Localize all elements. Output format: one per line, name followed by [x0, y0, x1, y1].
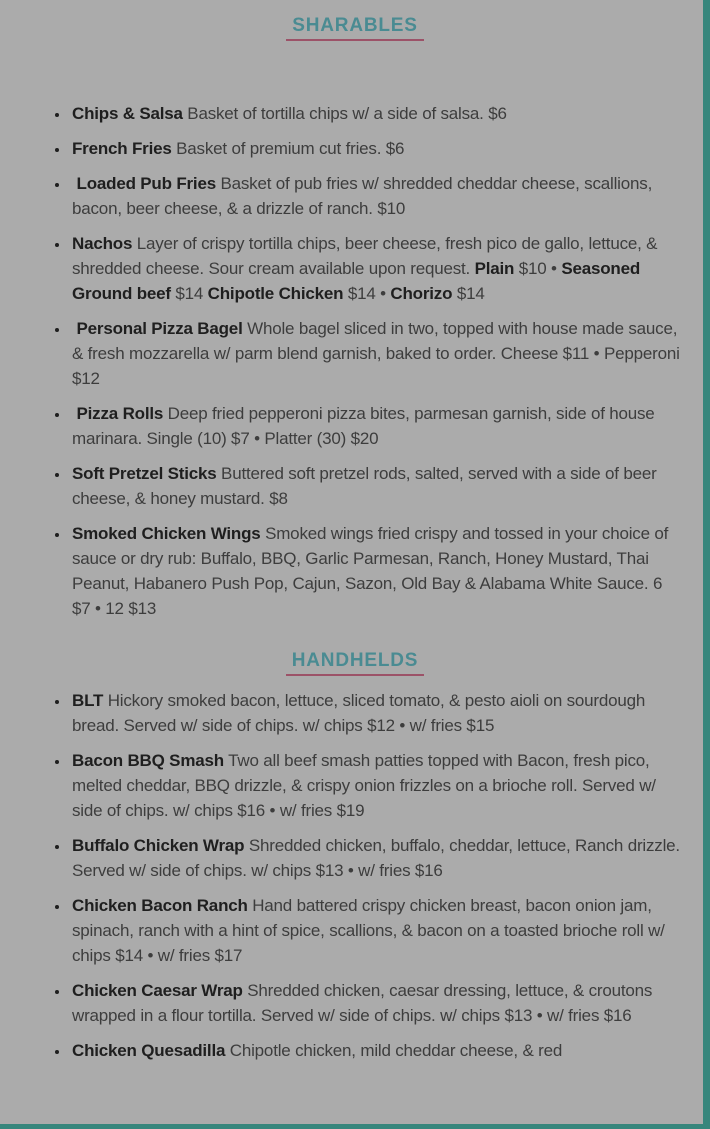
item-name: Pizza Rolls: [72, 404, 164, 423]
section-header-sharables: [30, 14, 680, 41]
menu-item: [70, 401, 680, 451]
item-description: Basket of pub fries w/ shredded cheddar cheese, scallions, bacon, beer cheese, & a drizzle of ranch. $10: [72, 174, 653, 218]
menu-item: [70, 978, 680, 1028]
item-name: Buffalo Chicken Wrap: [72, 836, 245, 855]
menu-item: [70, 231, 680, 306]
item-description: $14 •: [343, 284, 391, 303]
menu-item: [70, 521, 680, 621]
item-description: Hickory smoked bacon, lettuce, sliced tomato, & pesto aioli on sourdough bread. Served w/ side of chips. w/ chips $12 • w/ fries $15: [72, 691, 646, 735]
item-description: $14: [170, 284, 208, 303]
menu-item: [70, 136, 680, 161]
item-name: Chicken Bacon Ranch: [72, 896, 248, 915]
section-title-sharables: SHARABLES: [286, 14, 423, 41]
item-description: Basket of premium cut fries. $6: [171, 139, 405, 158]
item-description: Whole bagel sliced in two, topped with house made sauce, & fresh mozzarella w/ parm blend garnish, baked to order. Cheese $11 • Pepperoni $12: [72, 319, 680, 388]
item-name: Plain: [474, 259, 515, 278]
item-description: Shredded chicken, buffalo, cheddar, lettuce, Ranch drizzle. Served w/ side of chips. w/ chips $13 • w/ fries $16: [72, 836, 680, 880]
item-description: Buttered soft pretzel rods, salted, served with a side of beer cheese, & honey mustard. $8: [72, 464, 657, 508]
menu-item: [70, 833, 680, 883]
section-title-handhelds: HANDHELDS: [286, 649, 424, 676]
item-description: Chipotle chicken, mild cheddar cheese, & red: [225, 1041, 563, 1060]
item-name: Chips & Salsa: [72, 104, 183, 123]
item-name: French Fries: [72, 139, 172, 158]
menu-item: [70, 461, 680, 511]
item-name: Personal Pizza Bagel: [72, 319, 243, 338]
bottom-edge-accent-stripe: [0, 1124, 710, 1129]
item-name: Smoked Chicken Wings: [72, 524, 261, 543]
item-description: Shredded chicken, caesar dressing, lettuce, & croutons wrapped in a flour tortilla. Served w/ side of chips. w/ chips $13 • w/ fries $16: [72, 981, 653, 1025]
item-name: Loaded Pub Fries: [72, 174, 216, 193]
item-name: Chicken Caesar Wrap: [72, 981, 243, 1000]
section-header-handhelds: [30, 649, 680, 676]
item-name: Bacon BBQ Smash: [72, 751, 224, 770]
menu-item: [70, 1038, 680, 1063]
menu-item: [70, 748, 680, 823]
handhelds-item-list: [30, 688, 680, 1063]
right-edge-accent-stripe: [703, 0, 710, 1129]
item-name: Nachos: [72, 234, 133, 253]
item-description: Deep fried pepperoni pizza bites, parmesan garnish, side of house marinara. Single (10) $7 • Platter (30) $20: [72, 404, 655, 448]
item-description: Smoked wings fried crispy and tossed in your choice of sauce or dry rub: Buffalo, BBQ, Garlic Parmesan, Ranch, Honey Mustard, Thai Peanut, Habanero Push Pop, Cajun, Sazon, Old Bay & Alabama White Sauce. 6 $7 • 12 $13: [72, 524, 669, 618]
item-name: Chorizo: [390, 284, 453, 303]
item-name: BLT: [72, 691, 104, 710]
menu-item: [70, 171, 680, 221]
menu-item: [70, 688, 680, 738]
item-name: Chicken Quesadilla: [72, 1041, 226, 1060]
item-name: Seasoned Ground beef: [72, 259, 641, 303]
item-description: $10 •: [514, 259, 562, 278]
item-description: Layer of crispy tortilla chips, beer cheese, fresh pico de gallo, lettuce, & shredded cheese. Sour cream available upon request.: [72, 234, 658, 278]
item-description: Basket of tortilla chips w/ a side of salsa. $6: [182, 104, 507, 123]
sharables-item-list: [30, 101, 680, 621]
menu-item: [70, 893, 680, 968]
menu-item: [70, 316, 680, 391]
item-description: $14: [452, 284, 485, 303]
item-description: Two all beef smash patties topped with Bacon, fresh pico, melted cheddar, BBQ drizzle, & crispy onion frizzles on a brioche roll. Served w/ side of chips. w/ chips $16 • w/ fries $19: [72, 751, 656, 820]
menu-item: [70, 101, 680, 126]
item-name: Chipotle Chicken: [207, 284, 344, 303]
item-name: Soft Pretzel Sticks: [72, 464, 217, 483]
item-description: Hand battered crispy chicken breast, bacon onion jam, spinach, ranch with a hint of spice, scallions, & bacon on a toasted brioche roll w/ chips $14 • w/ fries $17: [72, 896, 665, 965]
